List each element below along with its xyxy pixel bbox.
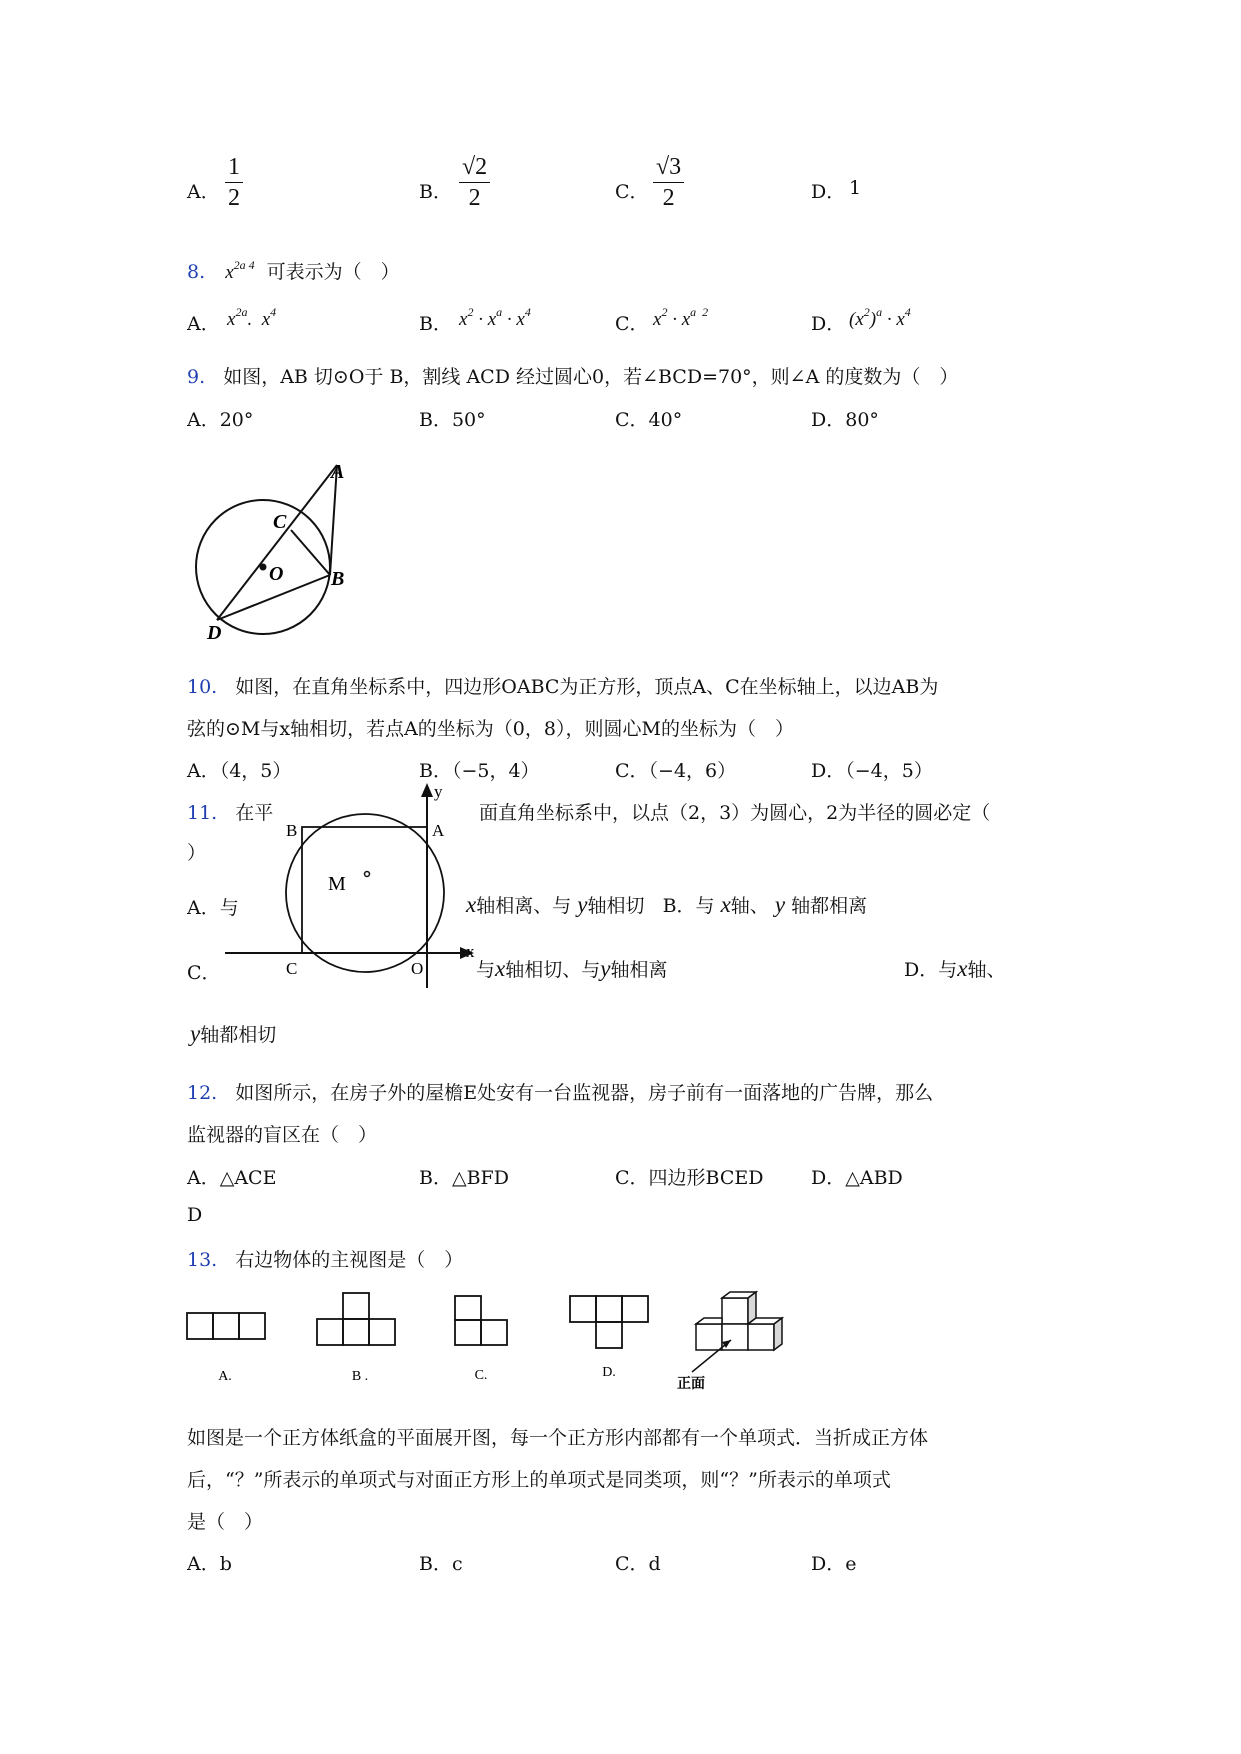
q8-option-c-expr: $x^2 \cdot x^{a 2}$ [653, 305, 709, 330]
q10-stem-line1 [187, 672, 938, 699]
q10-label-o: O [411, 959, 424, 978]
q8-stem [187, 257, 400, 284]
q7-option-d-label: D． [811, 181, 846, 203]
q9-options [187, 405, 1087, 435]
q14-options [187, 1549, 1087, 1579]
q13-label-c: C. [474, 1368, 488, 1383]
q12-option-a: A．△ACE [187, 1167, 277, 1189]
q9-label-o: O [269, 563, 284, 585]
q7-option-b-fraction: $\frac{√2}{2}$ [459, 155, 490, 211]
q12-stem-line2: 监视器的盲区在（ ） [187, 1124, 378, 1146]
q9-option-a: A．20° [187, 409, 254, 431]
q8-option-d-label: D． [811, 313, 846, 335]
q13-label-b: B . [351, 1369, 369, 1384]
q12-option-b: B．△BFD [419, 1167, 509, 1189]
q9-label-a: A [331, 461, 345, 483]
q10-option-a: A．（4，5） [187, 760, 292, 782]
q13-stem-text: 右边物体的主视图是（ ） [235, 1249, 464, 1271]
q13-label-a: A. [218, 1369, 232, 1384]
q8-options [187, 305, 1087, 339]
q13-label-front: 正面 [677, 1377, 705, 1390]
q10-stem-line2: 弦的⊙M与x轴相切，若点A的坐标为（0，8），则圆心M的坐标为（ ） [187, 718, 794, 740]
q13-label-d: D. [602, 1365, 616, 1380]
q8-stem-base: x [225, 262, 234, 283]
q8-option-a-expr: $x^{2a}$. $x^4$ [227, 305, 277, 330]
q9-label-d: D [207, 622, 222, 640]
q11-option-c-label: C． [187, 962, 221, 984]
q10-label-c: C [286, 959, 298, 978]
q10-label-b: B [286, 821, 298, 840]
q10-label-x: x [466, 942, 475, 961]
q8-stem-exponent: 2a 4 [233, 258, 255, 272]
q14-stem-line2: 后，“？”所表示的单项式与对面正方形上的单项式是同类项，则“？”所表示的单项式 [187, 1469, 891, 1491]
q11-stem-right: 面直角坐标系中，以点（2，3）为圆心，2为半径的圆必定（ [479, 802, 991, 824]
q11-option-d: D．与x轴、 [904, 956, 1006, 981]
q14-stem-line3: 是（ ） [187, 1511, 264, 1533]
q10-label-y: y [434, 783, 443, 801]
q10-option-c: C．（−4，6） [615, 760, 737, 782]
q8-number: 8. [187, 261, 206, 283]
q8-option-d-expr: $(x^2)^a \cdot x^4$ [849, 305, 911, 330]
q11-option-c: 与x轴相切、与y轴相离 [476, 956, 668, 981]
q9-label-b: B [331, 568, 345, 590]
q11-option-a-label: A．与 [187, 897, 239, 919]
q9-stem [187, 362, 958, 389]
q11-options-ab: x轴相离、与 y轴相切 B．与 x轴、 y 轴都相离 [466, 892, 868, 917]
q11-stem-left-text: 在平 [235, 802, 274, 824]
q10-number: 10. [187, 676, 218, 698]
q8-option-c-label: C． [615, 313, 649, 335]
q7-option-a-fraction: $\frac{1}{2}$ [225, 155, 243, 211]
q12-line1-text: 如图所示，在房子外的屋檐E处安有一台监视器，房子前有一面落地的广告牌，那么 [235, 1082, 934, 1104]
q8-stem-text: 可表示为（ ） [266, 261, 400, 283]
q12-option-d: D．△ABD [811, 1167, 903, 1189]
q11-option-d-cont: y轴都相切 [190, 1021, 277, 1046]
q9-number: 9. [187, 366, 206, 388]
q14-option-c: C．d [615, 1553, 661, 1575]
q12-stem-line1 [187, 1078, 933, 1105]
q12-trailing-answer: D [187, 1204, 203, 1226]
q8-option-a-label: A． [187, 313, 220, 335]
q10-label-m: M [328, 873, 346, 895]
q13-stem [187, 1245, 463, 1272]
q9-option-b: B．50° [419, 409, 486, 431]
q9-label-c: C [273, 511, 287, 533]
q7-option-b-label: B． [419, 181, 452, 203]
q7-options [187, 155, 1087, 235]
q10-options [187, 756, 1087, 786]
q13-number: 13. [187, 1249, 218, 1271]
q11-stem-close: ） [187, 842, 207, 864]
q9-stem-text: 如图，AB 切⊙O于 B，割线 ACD 经过圆心0，若∠BCD=70°，则∠A 的度数为（ ） [223, 366, 959, 388]
q10-line1-text: 如图，在直角坐标系中，四边形OABC为正方形，顶点A、C在坐标轴上，以边AB为 [235, 676, 939, 698]
q11-stem-left [187, 798, 273, 825]
q11-number: 11. [187, 802, 218, 824]
q12-option-c: C．四边形BCED [615, 1167, 764, 1189]
q13-views-figure [185, 1290, 795, 1390]
q14-option-a: A．b [187, 1553, 232, 1575]
q7-option-c-label: C． [615, 181, 649, 203]
q9-option-d: D．80° [811, 409, 879, 431]
q7-option-d-value: 1 [849, 177, 862, 199]
q9-option-c: C．40° [615, 409, 683, 431]
q8-option-b-expr: $x^2 \cdot x^a \cdot x^4$ [459, 305, 531, 330]
q8-option-b-label: B． [419, 313, 452, 335]
q14-stem-line1: 如图是一个正方体纸盒的平面展开图，每一个正方形内部都有一个单项式．当折成正方体 [187, 1427, 929, 1449]
q7-option-a-label: A． [187, 181, 220, 203]
q14-option-d: D．e [811, 1553, 857, 1575]
q10-option-d: D．（−4，5） [811, 760, 933, 782]
q10-label-a: A [432, 821, 445, 840]
q10-option-b: B．（−5，4） [419, 760, 540, 782]
q12-options [187, 1163, 1087, 1193]
q14-option-b: B．c [419, 1553, 463, 1575]
q9-circle-figure [185, 455, 365, 640]
q7-option-c-fraction: $\frac{√3}{2}$ [653, 155, 684, 211]
q12-number: 12. [187, 1082, 218, 1104]
